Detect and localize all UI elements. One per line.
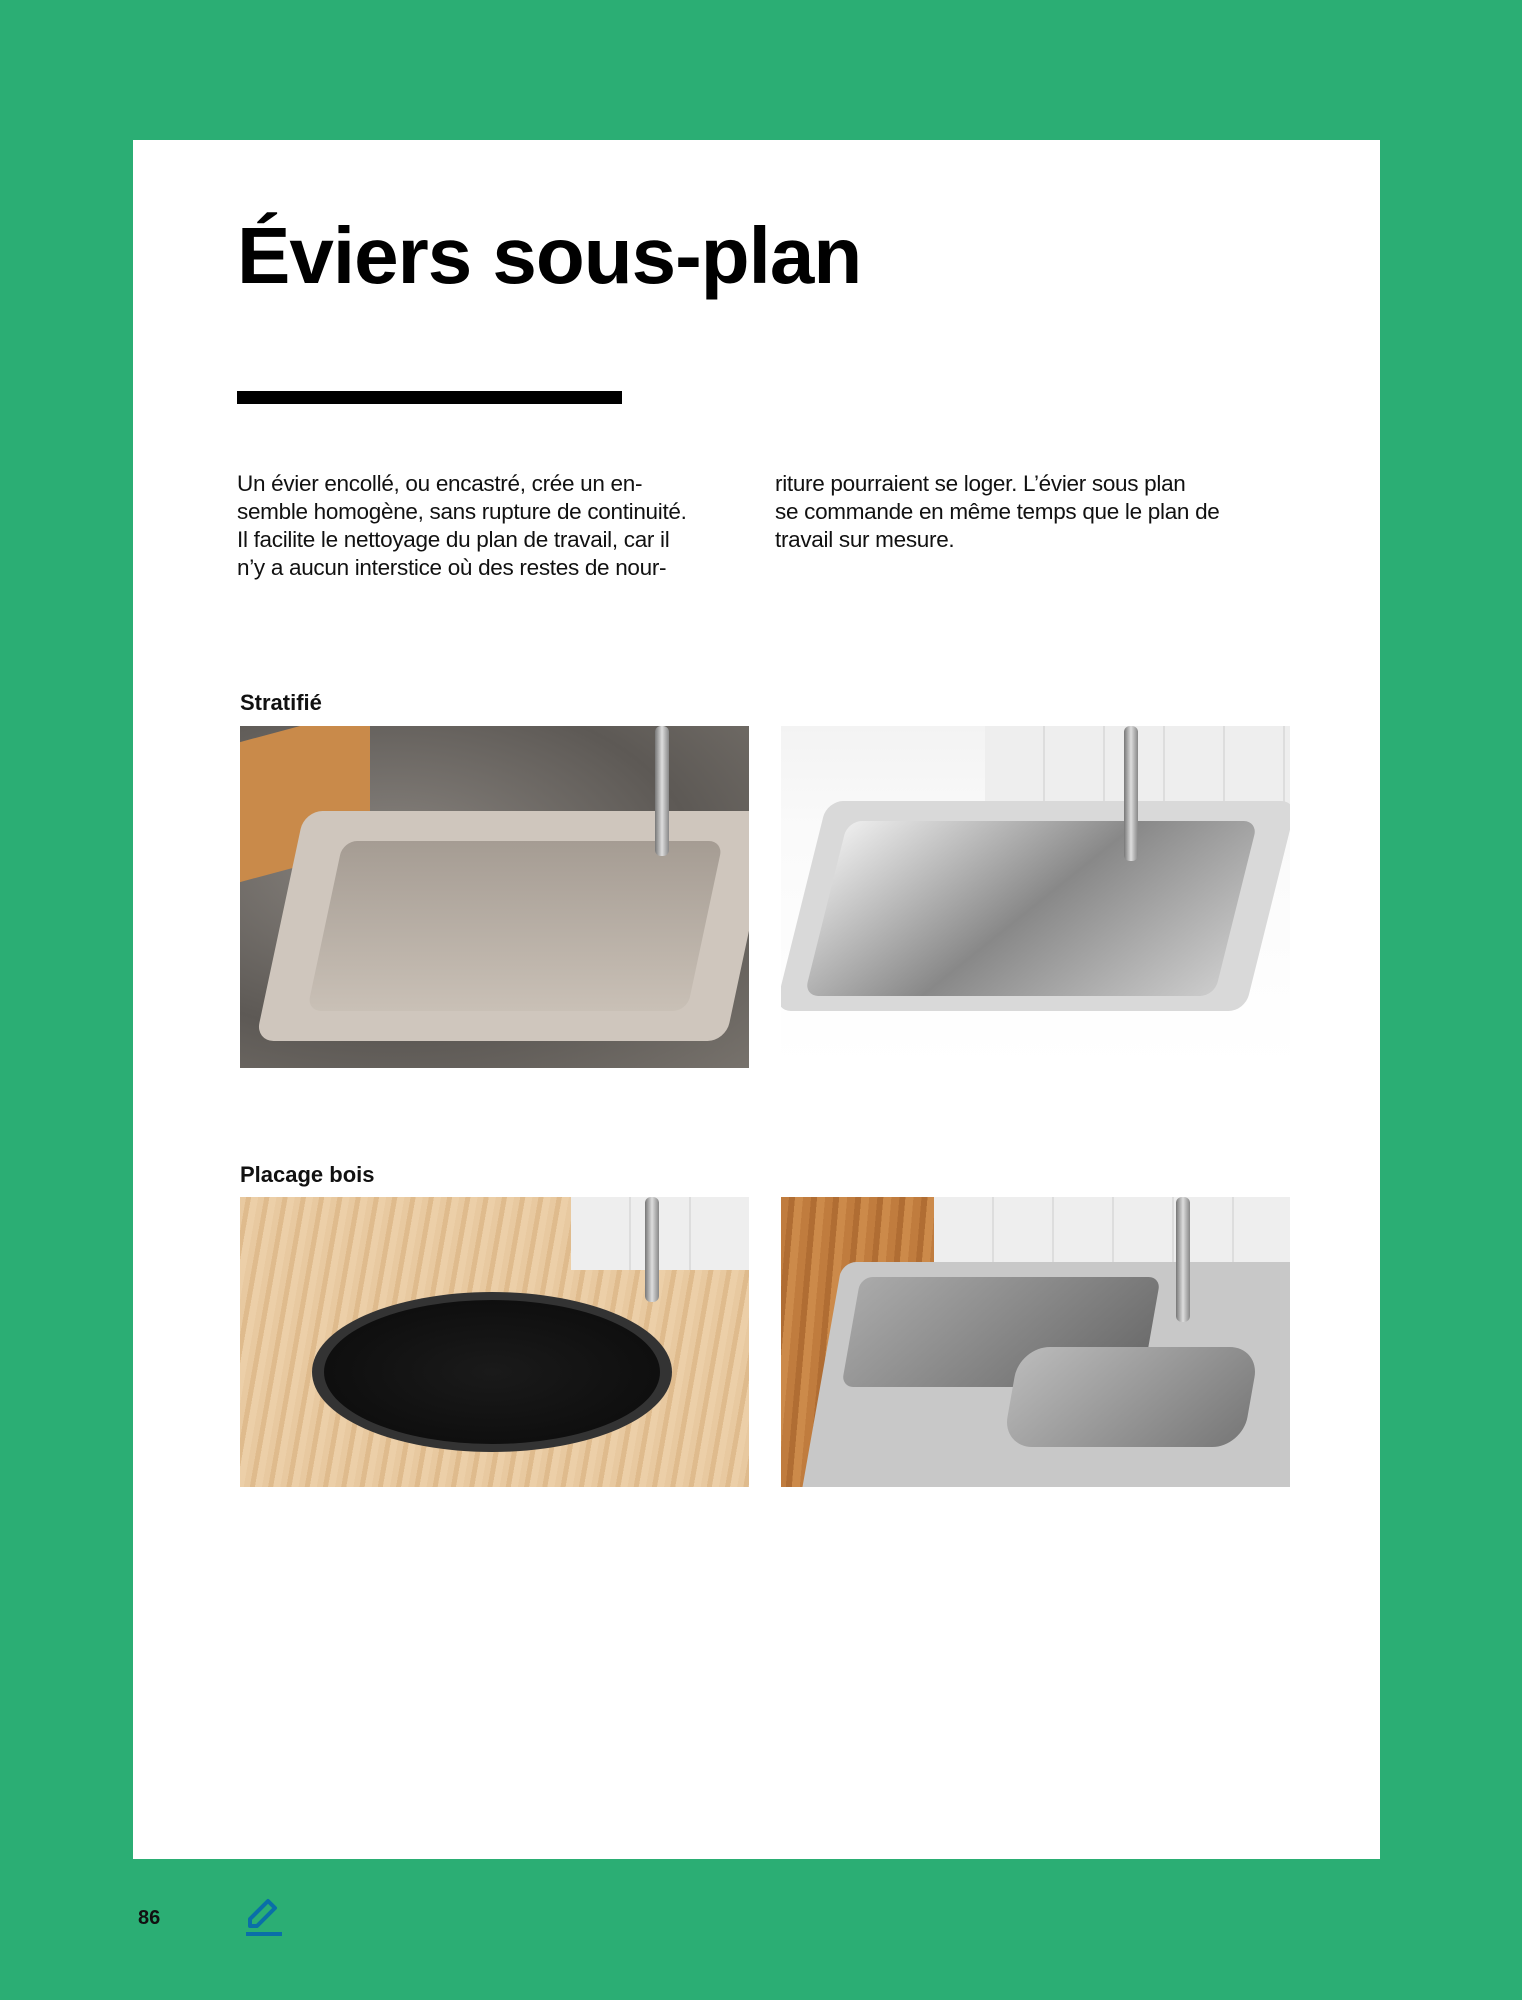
text-line: Un évier encollé, ou encastré, crée un en- bbox=[237, 471, 643, 496]
text-line: riture pourraient se loger. L’évier sous plan bbox=[775, 471, 1186, 496]
title-divider bbox=[237, 391, 622, 404]
page-number: 86 bbox=[138, 1907, 161, 1929]
text-line: se commande en même temps que le plan de bbox=[775, 499, 1220, 524]
photo-beige-sink-laminate bbox=[240, 726, 749, 1068]
edit-button[interactable] bbox=[238, 1893, 288, 1943]
text-line: n’y a aucun interstice où des restes de nour- bbox=[237, 555, 667, 580]
photo-steel-sink-laminate bbox=[781, 726, 1290, 1068]
section-label-stratifie: Stratifié bbox=[240, 690, 322, 715]
photo-black-round-sink-wood bbox=[240, 1197, 749, 1487]
text-line: semble homogène, sans rupture de continuité. bbox=[237, 499, 687, 524]
photo-double-steel-sink-wood bbox=[781, 1197, 1290, 1487]
section-label-placage-bois: Placage bois bbox=[240, 1162, 375, 1187]
page-title: Éviers sous-plan bbox=[237, 211, 862, 300]
intro-column-left bbox=[237, 470, 687, 582]
intro-column-right bbox=[775, 470, 1220, 554]
text-line: Il facilite le nettoyage du plan de travail, car il bbox=[237, 527, 670, 552]
text-line: travail sur mesure. bbox=[775, 527, 955, 552]
edit-pencil-icon bbox=[238, 1893, 288, 1943]
